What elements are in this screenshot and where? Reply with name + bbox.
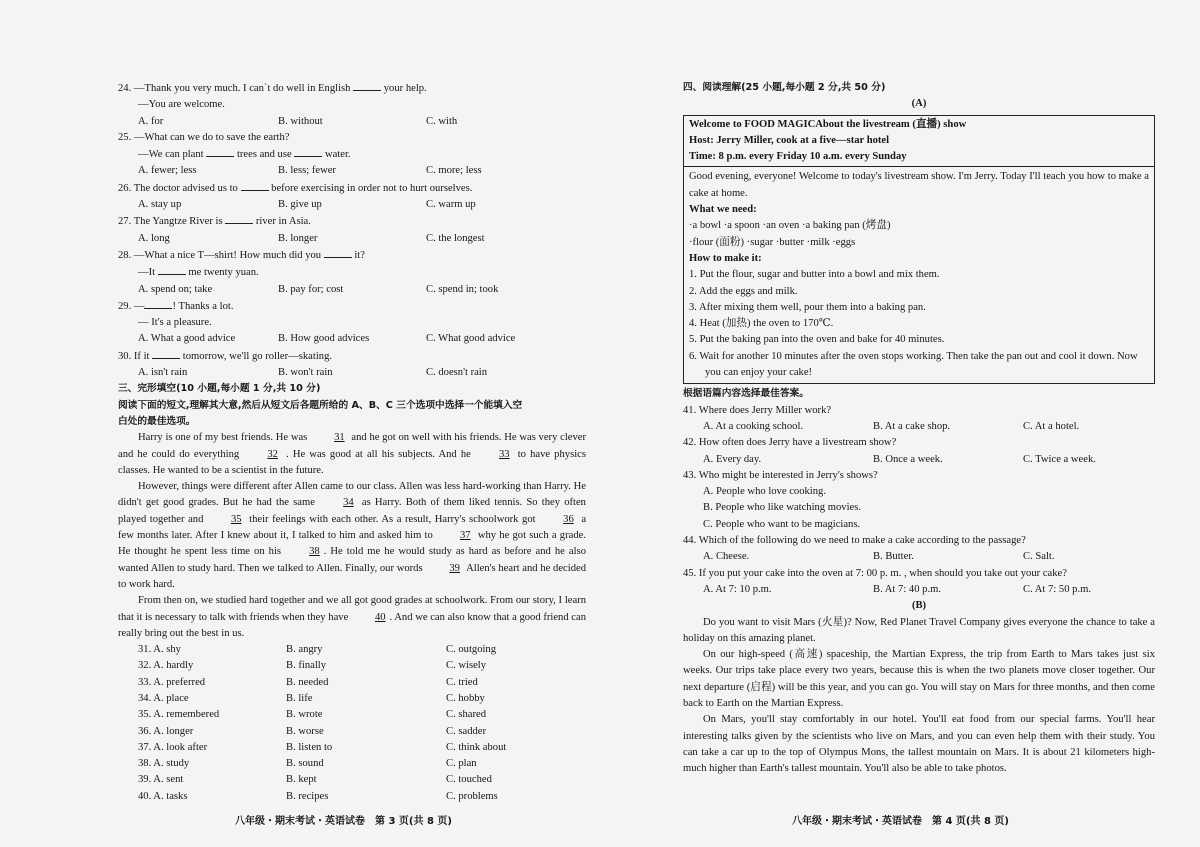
question-text: ! Thanks a lot. — [172, 300, 234, 312]
option-b: B. pay for; cost — [278, 283, 344, 295]
question-text: before exercising in order not to hurt ourselves. — [271, 182, 473, 194]
option-c: C. At 7: 50 p.m. — [1023, 583, 1091, 595]
cloze-blank: 32 — [267, 448, 278, 460]
option-a: A. What a good advice — [138, 333, 236, 345]
option-row: 33. A. preferred B. needed C. tried — [138, 676, 478, 688]
step-item: 2. Add the eggs and milk. — [689, 285, 798, 297]
question-text: tomorrow, we'll go roller—skating. — [182, 350, 333, 362]
question-text: 42. How often does Jerry have a livestream show? — [683, 437, 897, 449]
question-41 — [683, 403, 1155, 436]
passage-paragraph: On our high-speed (高速) spaceship, the Martian Express, the trip from Earth to Mars takes just six weeks. Our trips take place every two years, because this is when the two planets move closer together. Our next departure (启程) will be this year, and you can go. You will stay on Mars for three months, and then come back to Earth on the Martian Express. — [683, 649, 1155, 709]
option-c: C. more; less — [426, 165, 482, 177]
question-text: your help. — [383, 83, 427, 94]
question-44 — [683, 533, 1155, 566]
question-text: 27. The Yangtze River is — [118, 216, 223, 228]
answer-blank — [225, 213, 253, 224]
page-footer: 八年级・期末考试・英语试卷 第 4 页(共 8 页) — [792, 816, 1009, 827]
cloze-blank: 38 — [309, 546, 320, 558]
part-label: (B) — [911, 600, 927, 612]
cloze-blank: 33 — [498, 448, 510, 460]
cloze-blank: 31 — [334, 432, 345, 444]
question-30 — [118, 348, 586, 382]
option-row: 32. A. hardly B. finally C. wisely — [138, 660, 487, 672]
question-27 — [118, 213, 586, 247]
question-45 — [683, 566, 1155, 599]
cloze-blank: 37 — [460, 530, 471, 542]
cloze-blank: 36 — [563, 513, 574, 525]
cloze-blank: 34 — [343, 497, 354, 509]
question-29 — [118, 298, 586, 348]
option-a: A. fewer; less — [138, 165, 197, 177]
option-row: 37. A. look after B. listen to C. think about — [138, 741, 507, 753]
option-a: A. stay up — [138, 199, 182, 211]
dialogue-line: water. — [324, 149, 351, 161]
dialogue-line: me twenty yuan. — [188, 267, 259, 279]
passage-paragraph: From then on, we studied hard together and we all got good grades at schoolwork. From our story, I learn that it is necessary to talk with friends when they have 40 . And we can also know that a good friend can really bring out the best in us. — [118, 595, 586, 639]
question-text: 25. —What can we do to save the earth? — [118, 131, 290, 143]
option-b: B. Butter. — [873, 551, 914, 563]
step-item: 1. Put the flour, sugar and butter into a bowl and mix them. — [689, 269, 940, 281]
option-a: A. At 7: 10 p.m. — [703, 583, 772, 595]
question-text: 24. —Thank you very much. I can`t do well in English — [118, 83, 351, 94]
box-title: Welcome to FOOD MAGICAbout the livestream (直播) show — [689, 118, 967, 130]
option-b: B. At a cake shop. — [873, 420, 951, 432]
option-row: 38. A. study B. sound C. plan — [138, 758, 477, 770]
passage-paragraph: Do you want to visit Mars (火星)? Now, Red Planet Travel Company gives everyone the chance to take a holiday on this amazing planet. — [683, 616, 1155, 644]
steps-list — [689, 267, 1149, 381]
option-a: A. isn't rain — [138, 367, 188, 379]
cloze-blank: 39 — [449, 562, 460, 574]
question-text: 26. The doctor advised us to — [118, 182, 238, 194]
option-c: C. At a hotel. — [1023, 420, 1080, 432]
option-b: B. longer — [278, 232, 318, 244]
subheading: What we need: — [689, 204, 757, 216]
dialogue-line: —You are welcome. — [138, 99, 225, 111]
passage-paragraph: On Mars, you'll stay comfortably in our hotel. You'll eat food from our special farms. You'll hear interesting talks given by the scientists who live on Mars, and you can even help them with their study. You can take a car up to the top of Olympus Mons, the tallest mountain on Mars. It is about 21 kilometers high-much higher than Earth's tallest mountain. You'll also be able to take photos. — [683, 714, 1155, 775]
question-text: 43. Who might be interested in Jerry's shows? — [683, 469, 878, 481]
ingredient-line: ·flour (面粉) ·sugar ·butter ·milk ·eggs — [689, 236, 856, 248]
question-28 — [118, 247, 586, 298]
step-item: 6. Wait for another 10 minutes after the oven stops working. Then take the pan out and cool it down. Now you can enjoy your cake! — [689, 350, 1138, 379]
section-heading: 四、阅读理解(25 小题,每小题 2 分,共 50 分) — [683, 82, 886, 93]
option-c: C. Salt. — [1023, 551, 1055, 563]
option-c: C. doesn't rain — [426, 367, 488, 379]
box-body — [684, 167, 1154, 383]
dialogue-line: trees and use — [236, 149, 292, 161]
page-4 — [683, 80, 1155, 777]
option-b: B. give up — [278, 199, 322, 211]
box-time: Time: 8 p.m. every Friday 10 a.m. every Sunday — [689, 151, 907, 163]
question-25 — [118, 130, 586, 180]
option-c: C. People who want to be magicians. — [703, 518, 861, 530]
option-a: A. spend on; take — [138, 283, 213, 295]
option-b: B. People who like watching movies. — [703, 502, 862, 514]
option-a: A. for — [138, 115, 164, 127]
option-row: 39. A. sent B. kept C. touched — [138, 774, 492, 786]
page-3 — [118, 80, 586, 805]
option-b: B. without — [278, 115, 323, 127]
option-row: 35. A. remembered B. wrote C. shared — [138, 709, 487, 721]
answer-blank — [206, 146, 234, 157]
question-42 — [683, 435, 1155, 468]
option-row: 40. A. tasks B. recipes C. problems — [138, 790, 498, 802]
cloze-passage — [118, 430, 586, 642]
cloze-blank: 35 — [230, 513, 242, 525]
question-43 — [683, 468, 1155, 533]
question-text: it? — [354, 249, 366, 261]
section-instructions: 根据语篇内容选择最佳答案。 — [683, 388, 809, 400]
section-heading: 三、完形填空(10 小题,每小题 1 分,共 10 分) — [118, 383, 321, 395]
answer-blank — [241, 180, 269, 191]
option-b: B. Once a week. — [873, 453, 943, 465]
cloze-blank: 40 — [374, 611, 386, 623]
option-a: A. long — [138, 232, 170, 244]
answer-blank — [353, 80, 381, 91]
option-a: A. Cheese. — [703, 551, 750, 563]
option-row: 36. A. longer B. worse C. sadder — [138, 725, 487, 737]
option-row: 34. A. place B. life C. hobby — [138, 692, 485, 704]
question-text: 28. —What a nice T—shirt! How much did you — [118, 249, 322, 261]
option-c: C. with — [426, 115, 458, 127]
box-host: Host: Jerry Miller, cook at a five—star hotel — [689, 134, 890, 146]
answer-blank — [144, 298, 172, 309]
passage-paragraph: However, things were different after Allen came to our class. Allen was less hard-working than Harry. He didn't get good grades. But he had the same 34 as Harry. Both of them liked tennis. So they often played together and 35 their feelings with each other. As a result, Harry's schoolwork got 36 a few months later. After I knew about it, I talked to him and asked him to 37 why he got such a grade. He thought he spent less time on his 38 . He told me he would study as hard as before and he also wanted Allen to study hard. Then we talked to Allen. Finally, our words 39 Allen's heart and he decided to work hard. — [118, 481, 587, 590]
step-item: 5. Put the baking pan into the oven and bake for 40 minutes. — [689, 334, 945, 346]
option-c: C. Twice a week. — [1023, 453, 1096, 465]
answer-blank — [324, 247, 352, 258]
section-instructions: 阅读下面的短文,理解其大意,然后从短文后各题所给的 A、B、C 三个选项中选择一个能填入空 — [118, 399, 523, 411]
option-c: C. the longest — [426, 232, 485, 244]
option-b: B. won't rain — [278, 367, 333, 379]
question-text: 45. If you put your cake into the oven at 7: 00 p. m. , when should you take out your cake? — [683, 567, 1067, 579]
answer-blank — [294, 146, 322, 157]
cloze-options — [118, 642, 586, 805]
ingredient-line: ·a bowl ·a spoon ·an oven ·a baking pan (烤盘) — [689, 220, 891, 232]
option-c: C. What good advice — [426, 333, 516, 345]
section-instructions: 白处的最佳选项。 — [118, 415, 196, 427]
page-footer: 八年级・期末考试・英语试卷 第 3 页(共 8 页) — [235, 816, 452, 827]
livestream-box — [683, 115, 1155, 385]
option-row: 31. A. shy B. angry C. outgoing — [138, 644, 497, 656]
answer-blank — [152, 348, 180, 359]
option-a: A. Every day. — [703, 453, 762, 465]
option-b: B. At 7: 40 p.m. — [873, 583, 941, 595]
option-c: C. spend in; took — [426, 283, 499, 295]
passage-paragraph: Harry is one of my best friends. He was 31 and he got on well with his friends. He was very clever and he could do everything 32 . He was good at all his subjects. And he 33 to have physics classes. He wanted to be a scientist in the future. — [118, 432, 586, 476]
question-text: 41. Where does Jerry Miller work? — [683, 404, 832, 416]
question-text: 30. If it — [118, 350, 150, 362]
step-item: 3. After mixing them well, pour them into a baking pan. — [689, 301, 926, 313]
option-a: A. At a cooking school. — [703, 420, 804, 432]
dialogue-line: — It's a pleasure. — [138, 317, 212, 329]
part-label: (A) — [911, 98, 927, 110]
dialogue-line: —It — [138, 267, 156, 279]
question-text: 44. Which of the following do we need to make a cake according to the passage? — [683, 535, 1026, 547]
subheading: How to make it: — [689, 252, 762, 264]
question-24 — [118, 80, 586, 130]
option-c: C. warm up — [426, 199, 476, 211]
option-a: A. People who love cooking. — [703, 486, 826, 498]
box-header — [684, 116, 1154, 168]
answer-blank — [158, 264, 186, 275]
box-intro: Good evening, everyone! Welcome to today's livestream show. I'm Jerry. Today I'll teach you how to make a cake at home. — [689, 171, 1149, 199]
option-b: B. How good advices — [278, 333, 370, 345]
dialogue-line: —We can plant — [138, 149, 204, 161]
question-text: 29. — — [118, 300, 145, 312]
question-26 — [118, 180, 586, 214]
step-item: 4. Heat (加热) the oven to 170℃. — [689, 318, 834, 330]
option-b: B. less; fewer — [278, 165, 336, 177]
question-text: river in Asia. — [255, 216, 311, 228]
